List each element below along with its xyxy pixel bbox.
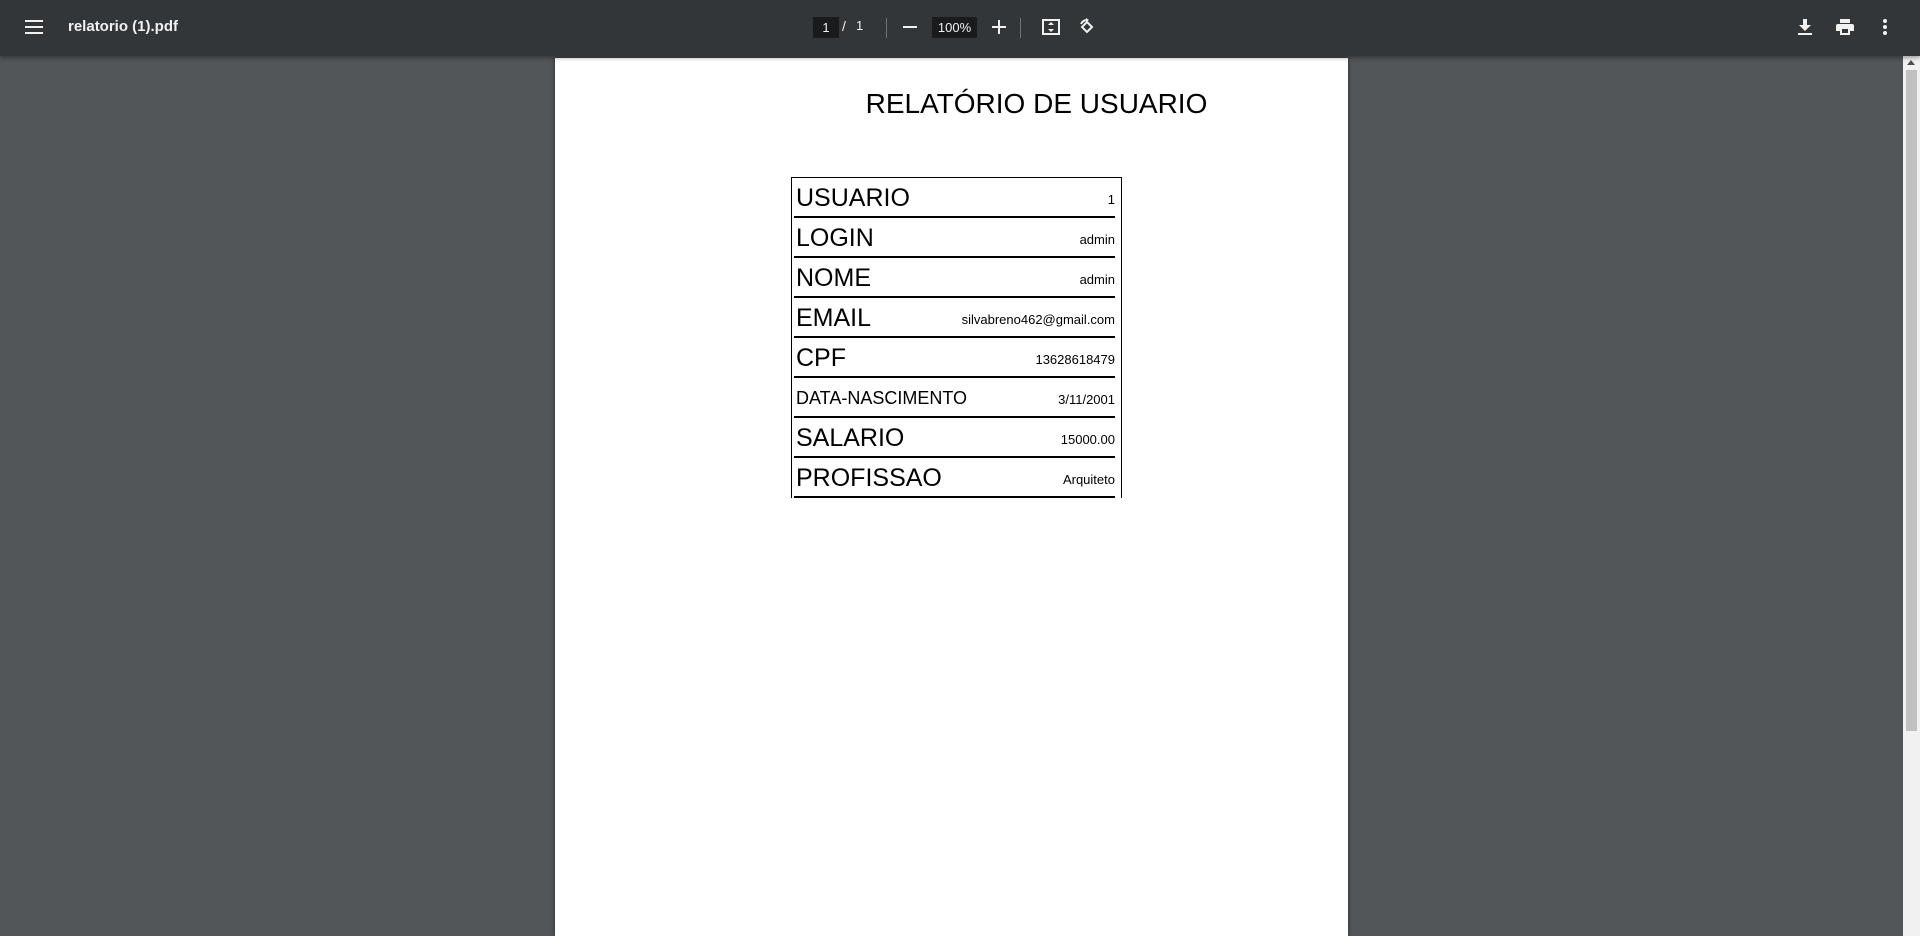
toolbar-divider — [886, 18, 887, 38]
table-row — [794, 258, 1115, 298]
row-value: 15000.00 — [1060, 432, 1115, 447]
table-row — [794, 378, 1115, 418]
rotate-icon — [1078, 18, 1096, 36]
table-row — [794, 458, 1115, 498]
pdf-toolbar — [0, 0, 1920, 56]
row-label: EMAIL — [796, 304, 872, 332]
zoom-input[interactable] — [932, 17, 977, 38]
row-label: SALARIO — [796, 424, 905, 452]
report-title: RELATÓRIO DE USUARIO — [865, 88, 1208, 119]
zoom-in-button[interactable] — [981, 9, 1017, 45]
rotate-button[interactable] — [1069, 9, 1105, 45]
toolbar-divider — [1020, 18, 1021, 38]
minus-icon — [903, 26, 917, 28]
row-value: admin — [1079, 232, 1115, 247]
table-row — [794, 418, 1115, 458]
table-row — [794, 218, 1115, 258]
download-icon — [1798, 19, 1812, 35]
row-value: 1 — [1107, 192, 1115, 207]
row-label: USUARIO — [796, 184, 910, 212]
zoom-out-button[interactable] — [892, 9, 928, 45]
row-value: Arquiteto — [1062, 472, 1115, 487]
page-separator: / — [842, 18, 846, 34]
row-label: DATA-NASCIMENTO — [796, 388, 968, 408]
download-button[interactable] — [1787, 9, 1823, 45]
fit-to-page-button[interactable] — [1033, 9, 1069, 45]
menu-icon[interactable] — [16, 9, 52, 45]
table-row — [794, 178, 1115, 218]
row-label: CPF — [796, 344, 846, 372]
fit-page-icon — [1042, 19, 1060, 35]
row-value: admin — [1079, 272, 1115, 287]
print-button[interactable] — [1827, 9, 1863, 45]
pdf-page — [555, 58, 1348, 936]
document-title: relatorio (1).pdf — [68, 18, 179, 35]
more-options-icon[interactable] — [1867, 9, 1903, 45]
total-pages: 1 — [856, 18, 864, 33]
scroll-up-icon[interactable] — [1907, 60, 1915, 65]
row-value: 3/11/2001 — [1058, 392, 1115, 407]
page-number-input[interactable] — [813, 17, 839, 38]
pdf-viewer — [0, 56, 1920, 936]
report-table — [791, 177, 1122, 498]
plus-icon — [992, 20, 1006, 34]
row-label: LOGIN — [796, 224, 874, 252]
table-row — [794, 338, 1115, 378]
row-value: silvabreno462@gmail.com — [961, 312, 1115, 327]
row-label: PROFISSAO — [796, 464, 942, 492]
print-icon — [1836, 19, 1854, 35]
row-value: 13628618479 — [1035, 352, 1115, 367]
table-row — [794, 298, 1115, 338]
scrollbar-thumb[interactable] — [1906, 70, 1917, 731]
row-label: NOME — [796, 264, 871, 292]
vertical-scrollbar[interactable] — [1903, 56, 1920, 936]
